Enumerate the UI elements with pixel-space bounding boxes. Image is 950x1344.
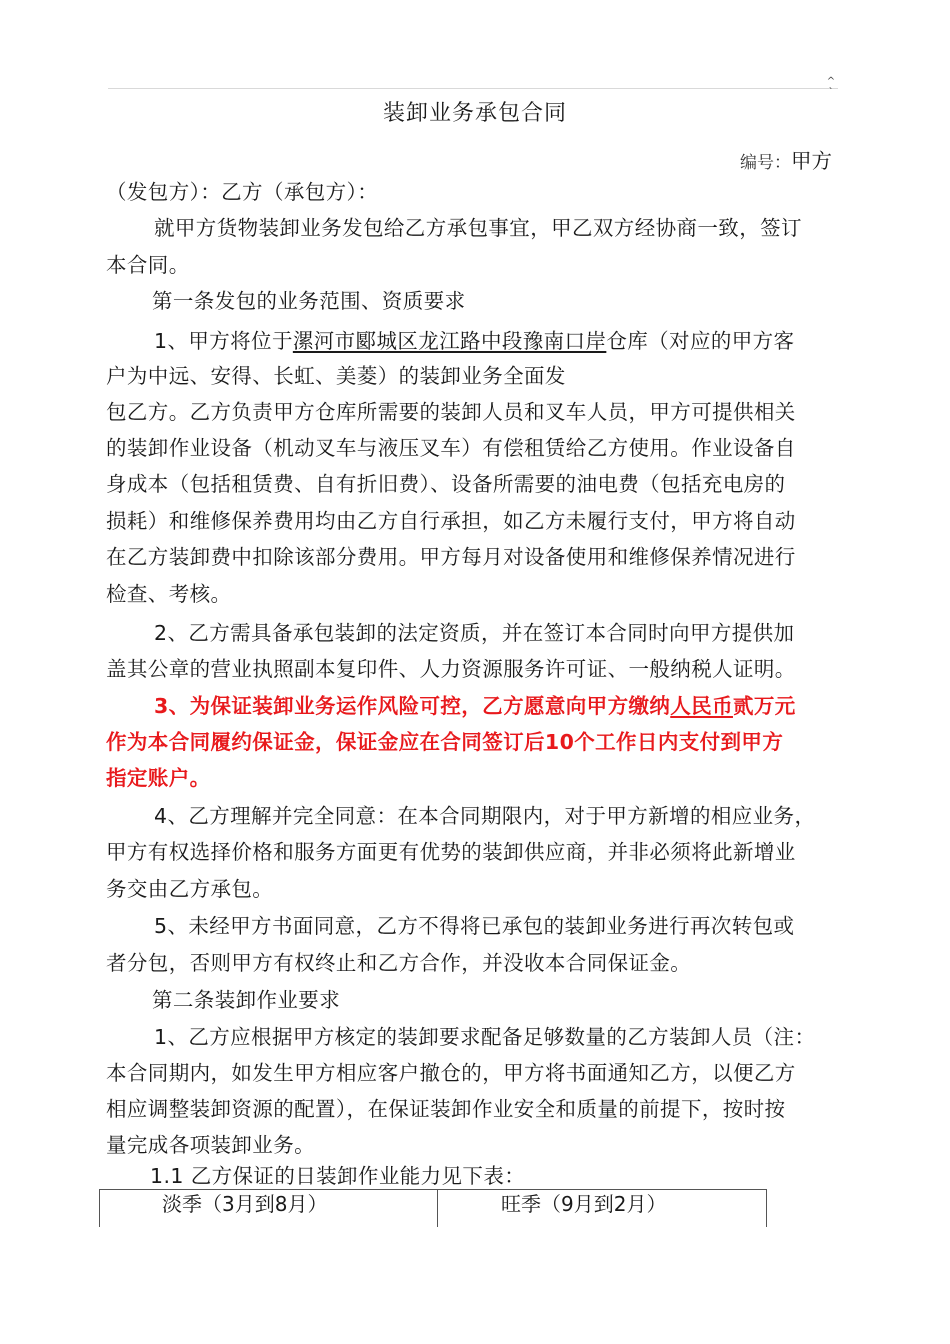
- paragraph-line: 务交由乙方承包。: [106, 877, 274, 901]
- paragraph-line: 包乙方。乙方负责甲方仓库所需要的装卸人员和叉车人员，甲方可提供相关: [106, 400, 796, 424]
- paragraph-line: 者分包，否则甲方有权终止和乙方合作，并没收本合同保证金。: [106, 951, 692, 975]
- red-clause-line: 作为本合同履约保证金，保证金应在合同签订后10个工作日内支付到甲方: [106, 730, 784, 754]
- paragraph-line: 本合同期内，如发生甲方相应客户撤仓的，甲方将书面通知乙方，以便乙方: [106, 1061, 796, 1085]
- table-header-peak-season: 旺季（9月到2月）: [501, 1192, 667, 1216]
- paragraph-line: 量完成各项装卸业务。: [106, 1133, 315, 1157]
- paragraph-line: 5、未经甲方书面同意，乙方不得将已承包的装卸业务进行再次转包或: [154, 914, 795, 938]
- red-clause-line: 指定账户。: [106, 766, 211, 790]
- paragraph-line: 1、乙方应根据甲方核定的装卸要求配备足够数量的乙方装卸人员（注：: [154, 1025, 816, 1049]
- warehouse-address: 漯河市郾城区龙江路中段豫南口岸: [292, 329, 607, 353]
- contract-number-line: [740, 144, 832, 174]
- currency-underlined: 人民币: [670, 694, 733, 718]
- table-border-right: [766, 1190, 767, 1227]
- section-heading: 第二条装卸作业要求: [152, 988, 341, 1012]
- paragraph-line: 相应调整装卸资源的配置），在保证装卸作业安全和质量的前提下，按时按: [106, 1097, 786, 1121]
- paragraph-line: 4、乙方理解并完全同意：在本合同期限内，对于甲方新增的相应业务，: [154, 804, 816, 828]
- paragraph-line: 身成本（包括租赁费、自有折旧费）、设备所需要的油电费（包括充电房的: [106, 472, 786, 496]
- paragraph-line: 甲方有权选择价格和服务方面更有优势的装卸供应商，并非必须将此新增业: [106, 840, 796, 864]
- header-rule: [108, 88, 838, 89]
- table-caption: 1.1 乙方保证的日装卸作业能力见下表：: [150, 1164, 526, 1188]
- item3-prefix: 3、为保证装卸业务运作风险可控，乙方愿意向甲方缴纳: [154, 694, 671, 718]
- paragraph-line: 盖其公章的营业执照副本复印件、人力资源服务许可证、一般纳税人证明。: [106, 657, 796, 681]
- capacity-table: [99, 1189, 767, 1227]
- paragraph-line: 损耗）和维修保养费用均由乙方自行承担，如乙方未履行支付，甲方将自动: [106, 509, 796, 533]
- parties-line: （发包方）：乙方（承包方）：: [106, 180, 379, 204]
- paragraph-line: 2、乙方需具备承包装卸的法定资质，并在签订本合同时向甲方提供加: [154, 621, 795, 645]
- paragraph-line: [154, 327, 794, 355]
- paragraph-line: 户为中远、安得、长虹、美菱）的装卸业务全面发: [106, 364, 566, 388]
- section-heading: 第一条发包的业务范围、资质要求: [152, 289, 466, 313]
- table-divider: [437, 1190, 438, 1227]
- red-clause-line: [154, 692, 796, 720]
- item1-suffix: 仓库（对应的甲方客: [606, 329, 795, 353]
- item3-suffix: 贰万元: [732, 694, 796, 718]
- paragraph-line: 在乙方装卸费中扣除该部分费用。甲方每月对设备使用和维修保养情况进行: [106, 545, 796, 569]
- corner-mark: ^ `: [826, 76, 836, 98]
- paragraph-line: 检查、考核。: [106, 582, 232, 606]
- item1-prefix: 1、甲方将位于: [154, 329, 293, 353]
- document-title: 装卸业务承包合同: [382, 101, 567, 126]
- table-border-left: [99, 1190, 100, 1227]
- table-header-off-season: 淡季（3月到8月）: [162, 1192, 328, 1216]
- paragraph-line: 本合同。: [106, 253, 190, 277]
- paragraph-line: 就甲方货物装卸业务发包给乙方承包事宜，甲乙双方经协商一致，签订: [154, 216, 802, 240]
- paragraph-line: 的装卸作业设备（机动叉车与液压叉车）有偿租赁给乙方使用。作业设备自: [106, 436, 796, 460]
- contract-number-value: 甲方: [791, 149, 832, 173]
- contract-number-label: 编号：: [740, 153, 791, 173]
